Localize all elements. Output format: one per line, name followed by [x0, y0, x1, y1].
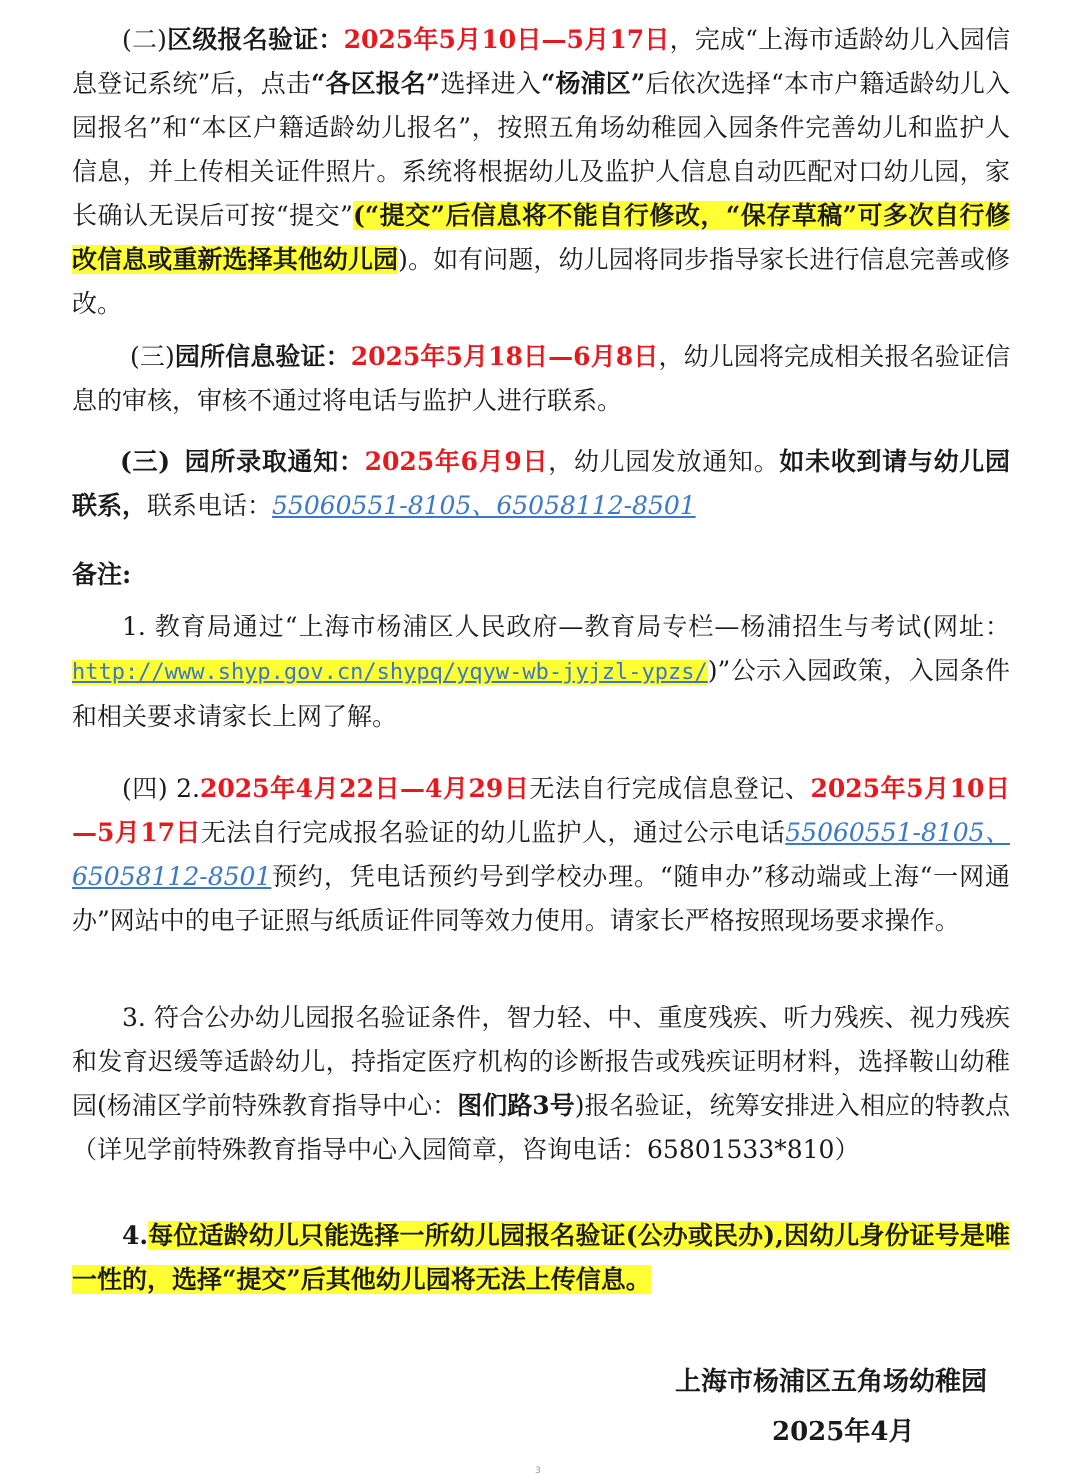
body-text: ，完成“上海市适龄幼儿入园信息登记系统”后，点击	[72, 25, 1010, 98]
phone-label: 联系电话：	[147, 491, 273, 520]
date: 2025年6月9日	[364, 447, 549, 476]
section-admission-notice	[72, 440, 1010, 528]
bold-text: 如未收到请与幼儿园联系，	[72, 447, 1010, 520]
signature-date: 2025年4月	[772, 1417, 915, 1447]
note-label: (四) 2.	[122, 774, 200, 803]
notes-title: 备注:	[72, 560, 132, 589]
section-district-verification	[72, 18, 1010, 326]
phone-link[interactable]: 55060551-8105、65058112-8501	[272, 491, 696, 520]
body-text: 3. 符合公办幼儿园报名验证条件，智力轻、中、重度残疾、听力残疾、视力残疾和发育迟缓等适龄幼儿，持指定医疗机构的诊断报告或残疾证明材料，选择鞍山幼稚园(杨浦区学前特殊教育指导中心：	[72, 1003, 1010, 1120]
body-text: 无法自行完成报名验证的幼儿监护人，通过公示电话	[200, 818, 786, 847]
body-text: ，幼儿园发放通知。	[548, 447, 780, 476]
body-text: )”公示入园政策，入园条件和相关要求请家长上网了解。	[72, 656, 1010, 731]
section-label: (二)	[122, 25, 167, 54]
body-text: ，幼儿园将完成相关报名验证信息的审核，审核不通过将电话与监护人进行联系。	[72, 342, 1010, 415]
body-text: 选择进入	[440, 69, 542, 98]
body-text: )报名验证，统筹安排进入相应的特教点（详见学前特殊教育指导中心入园简章，咨询电话：65801533*810）	[72, 1091, 1010, 1164]
note-4	[72, 1214, 1010, 1302]
body-text: 后依次选择“本市户籍适龄幼儿入园报名”和“本区户籍适龄幼儿报名”，按照五角场幼稚园入园条件完善幼儿和监护人信息，并上传相关证件照片。系统将根据幼儿及监护人信息自动匹配对口幼儿园，家长确认无误后可按“提交”	[72, 69, 1010, 230]
date-range: 2025年4月22日—4月29日	[199, 774, 530, 803]
quoted-term: “杨浦区”	[541, 69, 646, 98]
note-1	[72, 605, 1010, 739]
section-label: (三)	[130, 342, 175, 371]
address-text: 图们路3号	[457, 1091, 575, 1120]
note-3	[72, 996, 1010, 1172]
section-title: 园所信息验证：	[174, 342, 351, 371]
body-text: 预约，凭电话预约号到学校办理。“随申办”移动端或上海“一网通办”网站中的电子证照与纸质证件同等效力使用。请家长严格按照现场要求操作。	[72, 862, 1010, 935]
highlighted-warning: 每位适龄幼儿只能选择一所幼儿园报名验证(公办或民办),因幼儿身份证号是唯一性的，选择“提交”后其他幼儿园将无法上传信息。	[72, 1221, 1010, 1294]
policy-url-link[interactable]: http://www.shyp.gov.cn/shypq/yqyw-wb-jyjzl-ypzs/	[72, 660, 708, 685]
body-text: 无法自行完成信息登记、	[529, 774, 811, 803]
phone-link[interactable]: 55060551-8105、65058112-8501	[72, 818, 1010, 891]
body-text: )。如有问题，幼儿园将同步指导家长进行信息完善或修改。	[72, 245, 1010, 318]
section-title: 园所录取通知：	[184, 447, 365, 476]
date-range: 2025年5月10日—5月17日	[72, 774, 1011, 847]
note-number: 4.	[122, 1221, 149, 1250]
page-number: 3	[535, 1466, 541, 1476]
body-text: 1. 教育局通过“上海市杨浦区人民政府—教育局专栏—杨浦招生与考试(网址：	[122, 612, 1010, 641]
highlighted-warning: (“提交”后信息将不能自行修改，“保存草稿”可多次自行修改信息或重新选择其他幼儿园	[72, 201, 1010, 274]
section-title: 区级报名验证：	[166, 25, 344, 54]
section-label: (三)	[120, 447, 171, 476]
note-2	[72, 767, 1010, 943]
date-range: 2025年5月10日—5月17日	[343, 25, 670, 54]
section-kindergarten-verification	[72, 335, 1010, 423]
date-range: 2025年5月18日—6月8日	[350, 342, 659, 371]
signature-organization: 上海市杨浦区五角场幼稚园	[675, 1367, 988, 1397]
quoted-term: “各区报名”	[311, 69, 441, 98]
